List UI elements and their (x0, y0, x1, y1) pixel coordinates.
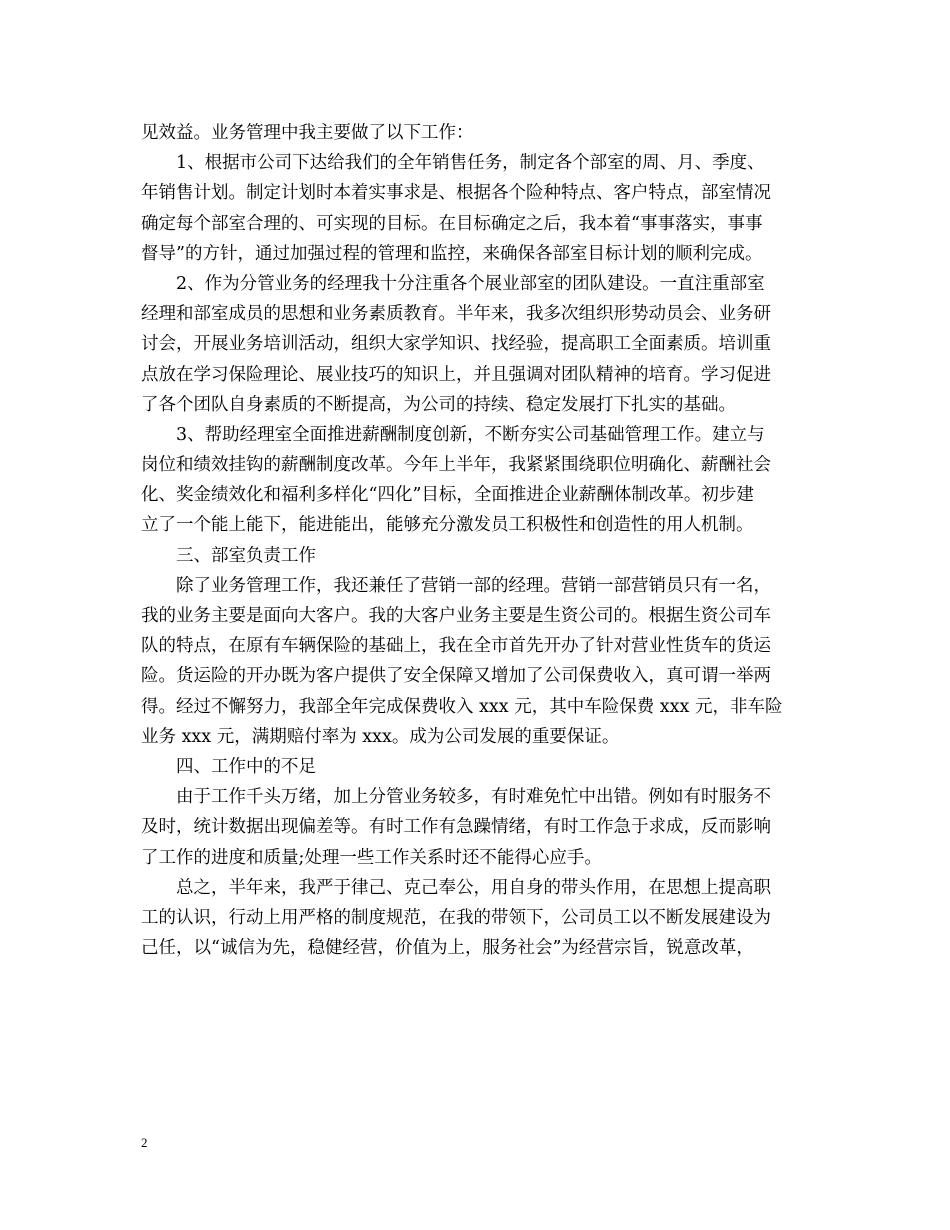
text-line: 及时，统计数据出现偏差等。有时工作有急躁情绪，有时工作急于求成，反而影响 (141, 817, 771, 838)
text-line: 经理和部室成员的思想和业务素质教育。半年来，我多次组织形势动员会、业务研 (141, 304, 771, 325)
text-line: 了各个团队自身素质的不断提高，为公司的持续、稳定发展打下扎实的基础。 (141, 394, 736, 415)
text-line: 见效益。业务管理中我主要做了以下工作： (141, 123, 474, 143)
text-line: 由于工作千头万绪，加上分管业务较多，有时难免忙中出错。例如有时服务不 (141, 787, 771, 808)
page-number: 2 (141, 1135, 148, 1150)
text-line: 确定每个部室合理的、可实现的目标。在目标确定之后，我本着“事事落实，事事 (141, 213, 763, 234)
text-line: 工的认识，行动上用严格的制度规范，在我的带领下，公司员工以不断发展建设为 (141, 907, 771, 928)
text-line: 总之，半年来，我严于律己、克己奉公，用自身的带头作用，在思想上提高职 (141, 877, 771, 898)
text-line: 岗位和绩效挂钩的薪酬制度改革。今年上半年，我紧紧围绕职位明确化、薪酬社会 (141, 455, 771, 476)
section-heading: 三、部室负责工作 (141, 545, 316, 566)
text-line: 点放在学习保险理论、展业技巧的知识上，并且强调对团队精神的培育。学习促进 (141, 364, 771, 385)
section-heading: 四、工作中的不足 (141, 756, 316, 777)
text-line: 化、奖金绩效化和福利多样化“四化”目标，全面推进企业薪酬体制改革。初步建 (141, 485, 754, 506)
text-line: 督导”的方针，通过加强过程的管理和监控，来确保各部室目标计划的顺利完成。 (141, 243, 763, 264)
text-line: 除了业务管理工作，我还兼任了营销一部的经理。营销一部营销员只有一名， (141, 575, 771, 596)
text-line: 队的特点，在原有车辆保险的基础上，我在全市首先开办了针对营业性货车的货运 (141, 636, 771, 657)
text-line: 讨会，开展业务培训活动，组织大家学知识、找经验，提高职工全面素质。培训重 (141, 334, 771, 355)
text-line: 年销售计划。制定计划时本着实事求是、根据各个险种特点、客户特点，部室情况 (141, 183, 771, 204)
text-line: 2、作为分管业务的经理我十分注重各个展业部室的团队建设。一直注重部室 (141, 273, 765, 294)
text-line: 1、根据市公司下达给我们的全年销售任务，制定各个部室的周、月、季度、 (141, 153, 765, 174)
text-line: 立了一个能上能下，能进能出，能够充分激发员工积极性和创造性的用人机制。 (141, 515, 754, 536)
text-line: 险。货运险的开办既为客户提供了安全保障又增加了公司保费收入，真可谓一举两 (141, 666, 771, 687)
text-line: 3、帮助经理室全面推进薪酬制度创新，不断夯实公司基础管理工作。建立与 (141, 424, 765, 445)
text-line: 得。经过不懈努力，我部全年完成保费收入 xxx 元，其中车险保费 xxx 元，非车险 (141, 696, 783, 717)
body-text (141, 118, 816, 963)
text-line: 己任，以“诚信为先，稳健经营，价值为上，服务社会”为经营宗旨，锐意改革， (141, 938, 754, 959)
text-line: 了工作的进度和质量;处理一些工作关系时还不能得心应手。 (141, 847, 602, 868)
text-line: 业务 xxx 元，满期赔付率为 xxx。成为公司发展的重要保证。 (141, 726, 620, 747)
text-line: 我的业务主要是面向大客户。我的大客户业务主要是生资公司的。根据生资公司车 (141, 606, 771, 626)
